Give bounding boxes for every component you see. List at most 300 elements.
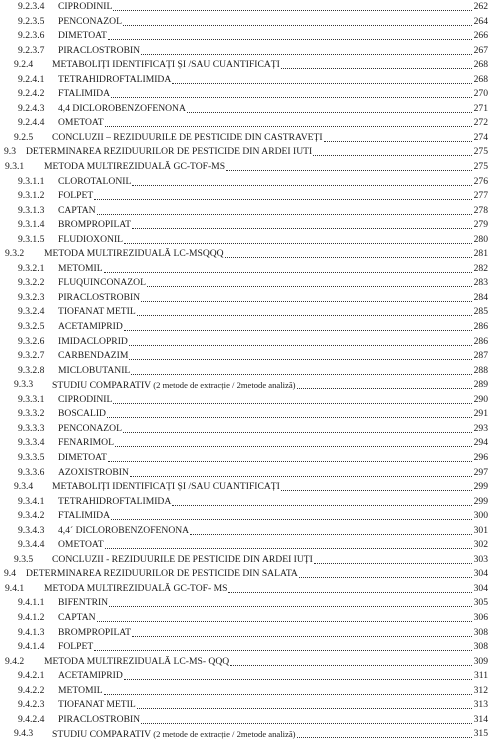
toc-entry-title: [58, 291, 140, 306]
toc-entry-title-text: BROMPROPILAT: [58, 626, 132, 638]
toc-entry-title-text: STUDIU COMPARATIV: [52, 380, 151, 392]
toc-entry-number: 9.2.4.4: [18, 117, 45, 129]
toc-entry-title-text: PIRACLOSTROBIN: [58, 713, 141, 725]
toc-entry-title-text: FLUQUINCONAZOL: [58, 277, 146, 289]
toc-entry-title-text: METODA MULTIREZIDUALĂ LC-MS- QQQ: [44, 655, 230, 667]
toc-entry-title-text: CIPRODINIL: [58, 393, 113, 405]
toc-entry-number: 9.4.1.1: [18, 597, 45, 609]
toc-entry-page-number: 277: [473, 190, 488, 202]
toc-entry-number: 9.3.2.3: [18, 291, 45, 303]
toc-entry-title: [58, 407, 106, 422]
toc-entry[interactable]: [0, 495, 496, 510]
dot-leader: [190, 534, 472, 535]
toc-entry-title: [52, 131, 323, 146]
toc-entry[interactable]: [0, 378, 496, 393]
toc-entry-number: 9.4.2.3: [18, 699, 45, 711]
toc-entry-title: [52, 378, 296, 394]
toc-entry-page-number: 306: [473, 611, 488, 623]
toc-entry-page-number: 303: [473, 553, 488, 565]
toc-entry-number: 9.4.2: [5, 655, 25, 667]
dot-leader: [123, 25, 472, 26]
toc-entry-title-text: TIOFANAT METIL: [58, 306, 136, 318]
toc-entry-title-text: PENCONAZOL: [58, 15, 122, 27]
toc-entry-number: 9.2.4.2: [18, 88, 45, 100]
toc-entry-title-text: METOMIL: [58, 262, 103, 274]
dot-leader: [109, 606, 472, 607]
toc-entry-title: [58, 102, 186, 117]
toc-entry-title-text: CARBENDAZIM: [58, 350, 129, 362]
toc-entry[interactable]: [0, 509, 496, 524]
toc-entry-number: 9.3.1.1: [18, 175, 45, 187]
toc-entry-title-text: DIMETOAT: [58, 451, 107, 463]
toc-entry[interactable]: [0, 727, 496, 742]
toc-entry-page-number: 276: [473, 175, 488, 187]
toc-entry[interactable]: [0, 145, 496, 160]
toc-entry-title-text: TIOFANAT METIL: [58, 699, 136, 711]
toc-entry-page-number: 315: [473, 728, 488, 740]
toc-entry-title: [58, 684, 103, 699]
toc-entry[interactable]: [0, 29, 496, 44]
toc-entry-page-number: 302: [473, 539, 488, 551]
dot-leader: [147, 286, 472, 287]
toc-entry[interactable]: [0, 73, 496, 88]
toc-entry-page-number: 287: [473, 350, 488, 362]
toc-entry-page-number: 313: [473, 699, 488, 711]
toc-entry-number: 9.2.4.1: [18, 73, 45, 85]
toc-entry-number: 9.3.3.2: [18, 408, 45, 420]
toc-entry-page-number: 309: [473, 655, 488, 667]
dot-leader: [105, 126, 472, 127]
toc-entry-title-text: METABOLIȚI IDENTIFICAȚI ȘI /SAU CUANTIFICAȚI: [52, 59, 280, 71]
toc-entry-page-number: 268: [473, 73, 488, 85]
toc-entry[interactable]: [0, 640, 496, 655]
toc-entry-number: 9.3.2: [5, 248, 25, 260]
dot-leader: [131, 374, 472, 375]
toc-entry[interactable]: [0, 335, 496, 350]
toc-entry-title-text: METODA MULTIREZIDUALĂ GC-TOF- MS: [44, 582, 228, 594]
dot-leader: [124, 330, 472, 331]
toc-entry[interactable]: [0, 655, 496, 670]
dot-leader: [129, 345, 472, 346]
toc-entry-title-text: BROMPROPILAT: [58, 219, 132, 231]
toc-entry-title-text: PIRACLOSTROBIN: [58, 44, 141, 56]
toc-entry-page-number: 271: [473, 102, 488, 114]
toc-entry-number: 9.3.4.3: [18, 524, 45, 536]
toc-entry-title: [26, 145, 312, 160]
toc-entry-number: 9.3.3.5: [18, 451, 45, 463]
dot-leader: [97, 621, 472, 622]
toc-entry-title: [58, 29, 107, 44]
toc-entry-title-text: BIFENTRIN: [58, 597, 109, 609]
toc-entry-title: [58, 349, 128, 364]
toc-entry-page-number: 299: [473, 481, 488, 493]
toc-entry-number: 9.3.1: [5, 161, 25, 173]
toc-entry-title-text: TETRAHIDROFTALIMIDA: [58, 73, 172, 85]
toc-entry-title-text: FTALIMIDA: [58, 88, 110, 100]
dot-leader: [124, 243, 472, 244]
toc-entry-number: 9.4.2.4: [18, 713, 45, 725]
toc-entry-page-number: 288: [473, 364, 488, 376]
toc-entry-number: 9.3.4.4: [18, 539, 45, 551]
dot-leader: [132, 185, 472, 186]
toc-entry-title: [58, 0, 112, 15]
toc-entry-title-text: FLUDIOXONIL: [58, 233, 124, 245]
toc-entry[interactable]: [0, 713, 496, 728]
dot-leader: [137, 708, 472, 709]
toc-entry-title: [58, 626, 131, 641]
toc-entry-number: 9.3.3.3: [18, 422, 45, 434]
toc-entry-title: [44, 582, 227, 597]
dot-leader: [97, 214, 472, 215]
toc-entry-number: 9.3.1.3: [18, 204, 45, 216]
toc-entry-title: [58, 233, 123, 248]
toc-entry-title-text: 4,4´ DICLOROBENZOFENONA: [58, 524, 190, 536]
toc-entry[interactable]: [0, 684, 496, 699]
toc-entry-page-number: 312: [473, 684, 488, 696]
toc-entry-title-text: CIPRODINIL: [58, 1, 113, 12]
toc-entry-number: 9.4.3: [14, 728, 34, 740]
toc-entry-title-text: FTALIMIDA: [58, 510, 110, 522]
dot-leader: [281, 68, 472, 69]
dot-leader: [314, 563, 472, 564]
toc-entry[interactable]: [0, 175, 496, 190]
toc-entry[interactable]: [0, 131, 496, 146]
toc-entry[interactable]: [0, 276, 496, 291]
toc-entry-title-text: CONCLUZII – REZIDUURILE DE PESTICIDE DIN CASTRAVEȚI: [52, 131, 323, 143]
toc-entry[interactable]: [0, 305, 496, 320]
toc-entry-title-text: OMETOAT: [58, 117, 104, 129]
toc-entry-number: 9.4: [4, 568, 16, 580]
toc-entry[interactable]: [0, 218, 496, 233]
toc-entry-number: 9.2.4.3: [18, 102, 45, 114]
toc-entry-page-number: 301: [473, 524, 488, 536]
dot-leader: [94, 650, 472, 651]
toc-entry[interactable]: [0, 349, 496, 364]
toc-entry-number: 9.4.2.2: [18, 684, 45, 696]
dot-leader: [132, 228, 472, 229]
dot-leader: [94, 199, 472, 200]
toc-entry-page-number: 284: [473, 291, 488, 303]
toc-entry-number: 9.2.5: [14, 131, 34, 143]
toc-entry-number: 9.3: [4, 146, 16, 158]
toc-entry-number: 9.3.1.5: [18, 233, 45, 245]
toc-entry-title-text: ACETAMIPRID: [58, 321, 123, 333]
dot-leader: [108, 461, 472, 462]
toc-entry-number: 9.3.1.2: [18, 190, 45, 202]
toc-entry[interactable]: [0, 480, 496, 495]
toc-entry-number: 9.2.3.6: [18, 30, 45, 42]
toc-entry-page-number: 296: [473, 451, 488, 463]
toc-entry-title-text: STUDIU COMPARATIV: [52, 729, 151, 741]
dot-leader: [132, 636, 472, 637]
toc-entry-number: 9.3.2.6: [18, 335, 45, 347]
toc-entry-page-number: 267: [473, 44, 488, 56]
toc-entry[interactable]: [0, 204, 496, 219]
toc-entry[interactable]: [0, 451, 496, 466]
toc-entry-page-number: 299: [473, 495, 488, 507]
dot-leader: [111, 97, 472, 98]
toc-entry-page-number: 275: [473, 146, 488, 158]
toc-entry[interactable]: [0, 524, 496, 539]
toc-entry-title: [58, 262, 103, 277]
toc-entry[interactable]: [0, 291, 496, 306]
toc-entry-title: [58, 495, 171, 510]
dot-leader: [281, 490, 472, 491]
toc-entry-page-number: 282: [473, 262, 488, 274]
toc-entry-number: 9.2.3.4: [18, 1, 45, 12]
toc-entry-page-number: 314: [473, 713, 488, 725]
toc-entry-title-text: CAPTAN: [58, 204, 96, 216]
toc-entry[interactable]: [0, 422, 496, 437]
toc-entry-title: [58, 451, 107, 466]
toc-entry-page-number: 270: [473, 88, 488, 100]
toc-entry-page-number: 305: [473, 597, 488, 609]
toc-entry-number: 9.4.1.4: [18, 641, 45, 653]
toc-entry-number: 9.3.3: [14, 379, 34, 391]
dot-leader: [299, 577, 472, 578]
toc-entry-title: [58, 466, 129, 481]
toc-entry-title-text: DETERMINAREA REZIDUURILOR DE PESTICIDE DIN ARDEI IUTI: [26, 146, 313, 158]
toc-entry[interactable]: [0, 698, 496, 713]
dot-leader: [111, 519, 472, 520]
dot-leader: [130, 476, 472, 477]
toc-entry[interactable]: [0, 44, 496, 59]
toc-entry-title: [58, 596, 108, 611]
toc-entry[interactable]: [0, 582, 496, 597]
dot-leader: [230, 665, 472, 666]
toc-entry-title: [58, 276, 146, 291]
dot-leader: [129, 359, 472, 360]
toc-entry-title: [58, 116, 104, 131]
toc-entry-title-text: MICLOBUTANIL: [58, 364, 131, 376]
toc-entry-title-text: FOLPET: [58, 190, 94, 202]
toc-entry-title: [44, 247, 224, 262]
toc-entry-page-number: 264: [473, 15, 488, 27]
toc-entry-page-number: 283: [473, 277, 488, 289]
toc-entry[interactable]: [0, 393, 496, 408]
toc-entry-page-number: 291: [473, 408, 488, 420]
toc-entry-page-number: 308: [473, 641, 488, 653]
toc-entry-title-text: METABOLIȚI IDENTIFICAȚI ȘI /SAU CUANTIFICAȚI: [52, 481, 280, 493]
toc-entry-page-number: 266: [473, 30, 488, 42]
dot-leader: [313, 155, 472, 156]
toc-entry-number: 9.4.1.2: [18, 611, 45, 623]
dot-leader: [113, 10, 472, 11]
toc-entry[interactable]: [0, 0, 496, 15]
toc-entry[interactable]: [0, 247, 496, 262]
toc-entry-title: [58, 335, 128, 350]
toc-entry-title: [58, 73, 171, 88]
toc-entry-title: [58, 364, 130, 379]
dot-leader: [141, 54, 472, 55]
toc-entry[interactable]: [0, 320, 496, 335]
toc-entry-title-text: CLOROTALONIL: [58, 175, 132, 187]
toc-entry-title: [58, 44, 140, 59]
toc-entry-title: [58, 320, 123, 335]
toc-entry[interactable]: [0, 626, 496, 641]
toc-entry-page-number: 290: [473, 393, 488, 405]
toc-entry-title-text: BOSCALID: [58, 408, 106, 420]
dot-leader: [187, 112, 472, 113]
dot-leader: [107, 417, 472, 418]
toc-entry[interactable]: [0, 567, 496, 582]
toc-entry[interactable]: [0, 233, 496, 248]
dot-leader: [104, 694, 472, 695]
toc-entry[interactable]: [0, 116, 496, 131]
toc-entry-page-number: 304: [473, 568, 488, 580]
toc-entry-title: [58, 524, 189, 539]
toc-entry[interactable]: [0, 87, 496, 102]
toc-entry-number: 9.3.4.2: [18, 510, 45, 522]
toc-entry-number: 9.3.3.6: [18, 466, 45, 478]
toc-entry-page-number: 268: [473, 59, 488, 71]
toc-entry-title: [58, 698, 136, 713]
toc-entry-page-number: 272: [473, 117, 488, 129]
toc-entry-title-text: FOLPET: [58, 641, 94, 653]
dot-leader: [225, 257, 472, 258]
toc-entry[interactable]: [0, 611, 496, 626]
toc-entry-title-text: PIRACLOSTROBIN: [58, 291, 141, 303]
toc-entry-number: 9.3.2.1: [18, 262, 45, 274]
toc-entry-title: [58, 713, 140, 728]
toc-entry-page-number: 286: [473, 335, 488, 347]
toc-entry-title-text: METODA MULTIREZIDUALĂ LC-MSQQQ: [44, 248, 224, 260]
toc-entry-page-number: 280: [473, 233, 488, 245]
toc-entry-title-text: TETRAHIDROFTALIMIDA: [58, 495, 172, 507]
toc-entry[interactable]: [0, 58, 496, 73]
toc-entry-page-number: 279: [473, 219, 488, 231]
toc-entry-page-number: 300: [473, 510, 488, 522]
toc-entry-title: [58, 538, 104, 553]
toc-entry-number: 9.3.3.4: [18, 437, 45, 449]
toc-entry-number: 9.3.2.8: [18, 364, 45, 376]
toc-entry-title: [58, 640, 93, 655]
toc-entry-number: 9.3.2.2: [18, 277, 45, 289]
toc-entry-number: 9.3.4.1: [18, 495, 45, 507]
toc-entry-title: [58, 218, 131, 233]
dot-leader: [297, 388, 472, 389]
dot-leader: [105, 548, 472, 549]
toc-entry-page-number: 311: [473, 670, 488, 682]
toc-entry-title-note: (2 metode de extracție / 2metode analiză): [153, 380, 296, 391]
toc-entry-number: 9.4.2.1: [18, 670, 45, 682]
toc-entry-title: [58, 189, 93, 204]
toc-entry-number: 9.3.2.7: [18, 350, 45, 362]
toc-entry[interactable]: [0, 15, 496, 30]
toc-entry-title-text: AZOXISTROBIN: [58, 466, 129, 478]
toc-entry-page-number: 275: [473, 161, 488, 173]
toc-entry-page-number: 278: [473, 204, 488, 216]
dot-leader: [226, 170, 472, 171]
toc-entry-title: [58, 305, 136, 320]
toc-entry-title-text: METODA MULTIREZIDUALĂ GC-TOF-MS: [44, 161, 226, 173]
toc-entry-title: [58, 422, 122, 437]
dot-leader: [108, 39, 472, 40]
toc-entry-page-number: 297: [473, 466, 488, 478]
toc-entry-title: [58, 15, 122, 30]
toc-entry[interactable]: [0, 436, 496, 451]
toc-entry-number: 9.2.4: [14, 59, 34, 71]
toc-entry-number: 9.3.2.4: [18, 306, 45, 318]
toc-entry-title: [52, 553, 313, 568]
toc-entry-title-text: FENARIMOL: [58, 437, 114, 449]
toc-entry-number: 9.3.1.4: [18, 219, 45, 231]
toc-entry-page-number: 274: [473, 131, 488, 143]
toc-entry[interactable]: [0, 262, 496, 277]
toc-entry[interactable]: [0, 669, 496, 684]
toc-entry-number: 9.3.4: [14, 481, 34, 493]
toc-entry-page-number: 286: [473, 321, 488, 333]
toc-entry-page-number: 262: [473, 1, 488, 12]
toc-entry[interactable]: [0, 407, 496, 422]
toc-entry-page-number: 308: [473, 626, 488, 638]
toc-entry-number: 9.4.1.3: [18, 626, 45, 638]
toc-entry[interactable]: [0, 466, 496, 481]
toc-entry[interactable]: [0, 364, 496, 379]
toc-entry-title-text: DETERMINAREA REZIDUURILOR DE PESTICIDE DIN SALATA: [26, 568, 298, 580]
dot-leader: [141, 723, 472, 724]
toc-entry-page-number: 289: [473, 379, 488, 391]
toc-entry-number: 9.4.1: [5, 582, 25, 594]
toc-entry-title-text: IMIDACLOPRID: [58, 335, 128, 347]
toc-entry-title: [58, 393, 112, 408]
toc-entry-title-text: 4,4 DICLOROBENZOFENONA: [58, 102, 186, 114]
toc-entry-page-number: 293: [473, 422, 488, 434]
toc-entry[interactable]: [0, 102, 496, 117]
toc-entry-title: [44, 655, 229, 670]
toc-entry-number: 9.2.3.5: [18, 15, 45, 27]
toc-entry[interactable]: [0, 538, 496, 553]
toc-entry-page-number: 285: [473, 306, 488, 318]
toc-entry-title: [58, 175, 131, 190]
toc-entry-number: 9.3.5: [14, 553, 34, 565]
toc-entry-number: 9.3.2.5: [18, 321, 45, 333]
dot-leader: [115, 446, 472, 447]
toc-entry[interactable]: [0, 553, 496, 568]
toc-entry[interactable]: [0, 189, 496, 204]
toc-entry-title: [52, 727, 296, 743]
toc-entry-title: [58, 509, 110, 524]
dot-leader: [172, 83, 472, 84]
toc-entry-title-text: OMETOAT: [58, 539, 104, 551]
dot-leader: [104, 272, 472, 273]
toc-entry-title: [52, 480, 280, 495]
toc-entry[interactable]: [0, 596, 496, 611]
toc-entry[interactable]: [0, 160, 496, 175]
dot-leader: [113, 403, 472, 404]
dot-leader: [123, 432, 472, 433]
toc-entry-title: [26, 567, 298, 582]
dot-leader: [124, 679, 472, 680]
toc-entry-title: [58, 611, 96, 626]
toc-entry-title-note: (2 metode de extracție / 2metode analiză): [153, 729, 296, 740]
toc-entry-number: 9.2.3.7: [18, 44, 45, 56]
dot-leader: [228, 592, 472, 593]
toc-entry-number: 9.3.3.1: [18, 393, 45, 405]
toc-entry-title: [58, 87, 110, 102]
dot-leader: [297, 737, 472, 738]
toc-entry-title: [44, 160, 225, 175]
toc-entry-title-text: ACETAMIPRID: [58, 670, 123, 682]
dot-leader: [324, 141, 472, 142]
toc-entry-page-number: 294: [473, 437, 488, 449]
toc-entry-page-number: 281: [473, 248, 488, 260]
toc-entry-title: [58, 669, 123, 684]
dot-leader: [141, 301, 472, 302]
toc-entry-title: [58, 204, 96, 219]
toc-entry-title-text: PENCONAZOL: [58, 422, 122, 434]
toc-entry-page-number: 304: [473, 582, 488, 594]
